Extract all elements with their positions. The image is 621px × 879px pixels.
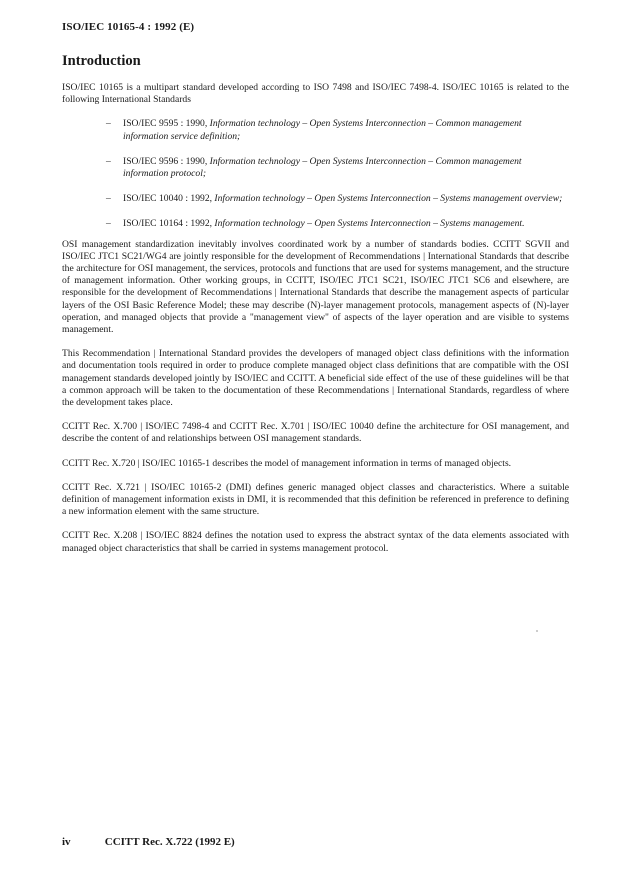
reference-number: ISO/IEC 10040 : 1992, (123, 193, 213, 205)
bullet-dash: – (106, 155, 111, 167)
page-number: iv (62, 836, 71, 848)
page-header: ISO/IEC 10165-4 : 1992 (E) (62, 21, 195, 33)
reference-number: ISO/IEC 9595 : 1990, (123, 118, 208, 130)
bullet-dash: – (106, 218, 111, 230)
scan-speck (536, 630, 538, 632)
body-text (62, 82, 569, 555)
reference-title: Information technology – Open Systems Interconnection – Systems management. (214, 218, 525, 230)
reference-title: Information technology – Open Systems Interconnection – Common management information protocol; (123, 155, 522, 180)
paragraph-x721: CCITT Rec. X.721 | ISO/IEC 10165-2 (DMI) defines generic managed object classes and characteristics. Where a suitable definition of management information exists in DMI, it is recommended that this definition be referenced in preference to defining a new information element with the same structure. (62, 481, 569, 518)
paragraph-purpose: This Recommendation | International Standard provides the developers of managed object class definitions with the information and documentation tools required in order to produce complete managed object class definitions that are compatible with the OSI management standards developed jointly by ISO/IEC and CCITT. A beneficial side effect of the use of these guidelines will be that a common approach will be taken to the documentation of these Recommendations | International Standards, regardless of where the development takes place. (62, 348, 569, 409)
list-item (62, 218, 569, 230)
page-footer (62, 836, 235, 848)
paragraph-x208: CCITT Rec. X.208 | ISO/IEC 8824 defines the notation used to express the abstract syntax of the data elements associated with managed object characteristics that shall be carried in systems management protocol. (62, 530, 569, 554)
bullet-dash: – (106, 118, 111, 130)
reference-number: ISO/IEC 9596 : 1990, (123, 155, 208, 167)
intro-paragraph: ISO/IEC 10165 is a multipart standard developed according to ISO 7498 and ISO/IEC 7498-4. ISO/IEC 10165 is related to the following International Standards (62, 82, 569, 106)
paragraph-standardization: OSI management standardization inevitably involves coordinated work by a number of standards bodies. CCITT SGVII and ISO/IEC JTC1 SC21/WG4 are jointly responsible for the development of Recommendations | International Standards that describe the architecture for OSI management, the services, protocols and functions that are used for systems management, and the structure of management information. Other working groups, in CCITT, ISO/IEC JTC1 SC21, ISO/IEC JTC1 SC6 and elsewhere, are responsible for the development of Recommendations | International Standards that describe the management aspects of particular layers of the OSI Basic Reference Model; these may describe (N)-layer management protocols, management aspects of (N)-layer operation, and managed objects that provide a "management view" of aspects of the layer operation and are visible to systems management. (62, 238, 569, 336)
list-item (62, 118, 569, 142)
paragraph-x700: CCITT Rec. X.700 | ISO/IEC 7498-4 and CCITT Rec. X.701 | ISO/IEC 10040 define the architecture for OSI management, and describe the content of and relationships between OSI management standards. (62, 421, 569, 445)
bullet-dash: – (106, 193, 111, 205)
reference-title: Information technology – Open Systems Interconnection – Common management information service definition; (123, 118, 522, 142)
footer-document: CCITT Rec. X.722 (1992 E) (104, 836, 235, 848)
reference-title: Information technology – Open Systems Interconnection – Systems management overview; (214, 193, 563, 205)
list-item (62, 156, 569, 180)
paragraph-x720: CCITT Rec. X.720 | ISO/IEC 10165-1 describes the model of management information in terms of managed objects. (62, 457, 512, 469)
list-item (62, 193, 569, 205)
reference-list (62, 118, 569, 230)
reference-number: ISO/IEC 10164 : 1992, (123, 218, 213, 230)
section-title: Introduction (62, 53, 141, 69)
